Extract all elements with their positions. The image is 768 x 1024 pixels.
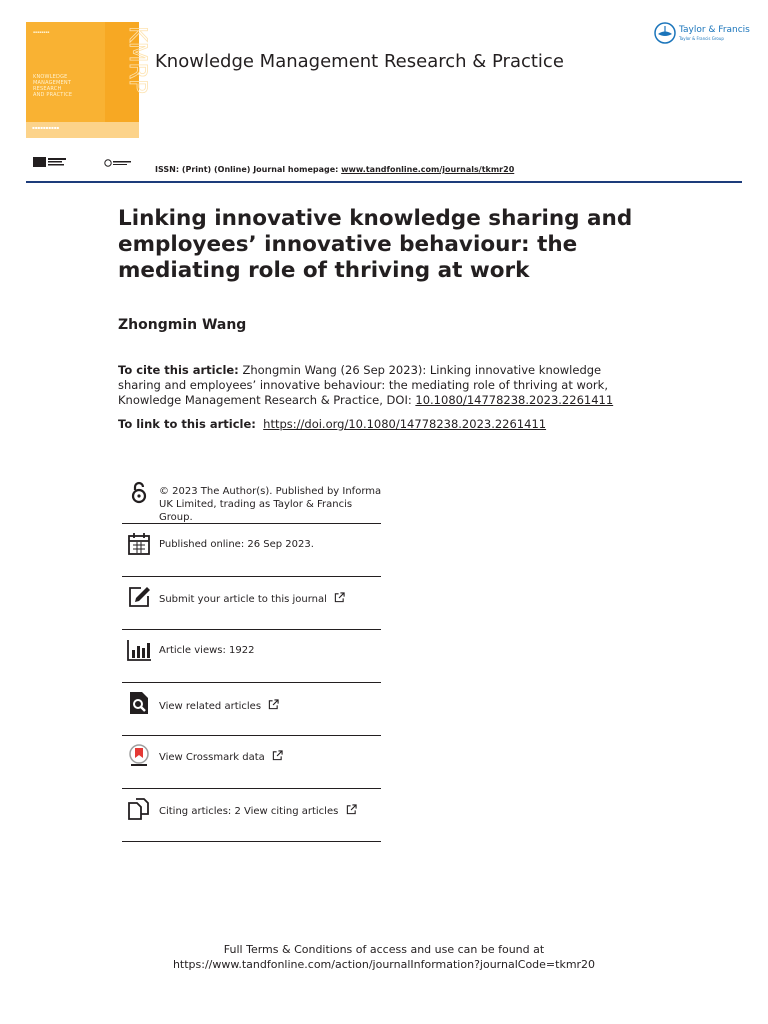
submit-article-row[interactable] bbox=[122, 577, 381, 630]
svg-text:KMRP: KMRP bbox=[124, 26, 152, 94]
journal-title: Knowledge Management Research & Practice bbox=[155, 51, 564, 72]
article-link-line bbox=[118, 417, 546, 431]
terms-line: Full Terms & Conditions of access and use can be found at bbox=[223, 943, 545, 956]
cover-line: MANAGEMENT bbox=[33, 80, 72, 86]
calendar-icon bbox=[127, 532, 151, 556]
open-access-text: © 2023 The Author(s). Published by Informa UK Limited, trading as Taylor & Francis Group. bbox=[159, 486, 382, 523]
cover-title-lines bbox=[33, 74, 72, 98]
article-views-count: Article views: 1922 bbox=[159, 645, 255, 656]
tf-logo-name: Taylor & Francis bbox=[679, 25, 750, 35]
header-divider bbox=[26, 181, 742, 183]
external-link-icon bbox=[268, 699, 279, 710]
bar-chart-icon bbox=[127, 638, 151, 662]
related-articles-row[interactable] bbox=[122, 683, 381, 736]
taylor-francis-logo[interactable] bbox=[654, 22, 750, 46]
copy-documents-icon bbox=[127, 797, 151, 821]
article-author: Zhongmin Wang bbox=[118, 317, 247, 333]
journal-homepage-link[interactable]: www.tandfonline.com/journals/tkmr20 bbox=[341, 165, 515, 174]
crossmark-link[interactable] bbox=[159, 750, 283, 764]
cover-line: KNOWLEDGE bbox=[33, 74, 68, 80]
crossmark-label: View Crossmark data bbox=[159, 752, 265, 763]
article-url-link[interactable]: https://doi.org/10.1080/14778238.2023.2261411 bbox=[263, 417, 547, 431]
article-title: Linking innovative knowledge sharing and employees’ innovative behaviour: the mediating role of thriving at work bbox=[118, 206, 633, 283]
terms-url[interactable]: https://www.tandfonline.com/action/journalInformation?journalCode=tkmr20 bbox=[172, 958, 596, 971]
citing-articles-label: Citing articles: 2 View citing articles bbox=[159, 806, 339, 817]
cover-top-text: ▪▪▪▪▪▪▪▪ bbox=[33, 30, 50, 34]
doi-link[interactable]: 10.1080/14778238.2023.2261411 bbox=[415, 393, 614, 407]
document-search-icon bbox=[127, 691, 151, 715]
cover-line: AND PRACTICE bbox=[33, 92, 73, 98]
tf-logo-subtitle: Taylor & Francis Group bbox=[679, 36, 724, 41]
published-row bbox=[122, 524, 381, 577]
cover-footer: ▪▪▪▪▪▪▪▪▪▪ bbox=[26, 122, 139, 138]
external-link-icon bbox=[272, 750, 283, 761]
related-articles-label: View related articles bbox=[159, 701, 262, 712]
external-link-icon bbox=[346, 804, 357, 815]
external-link-icon bbox=[334, 592, 345, 603]
journal-cover-image bbox=[26, 22, 152, 138]
submit-article-link[interactable] bbox=[159, 592, 345, 606]
partner-logo bbox=[104, 159, 132, 167]
link-label: To link to this article: bbox=[118, 417, 256, 431]
open-access-icon bbox=[127, 481, 151, 505]
article-views-row bbox=[122, 630, 381, 683]
citing-articles-row[interactable] bbox=[122, 789, 381, 842]
crossmark-icon bbox=[127, 744, 151, 768]
citation-block bbox=[118, 363, 638, 408]
related-articles-link[interactable] bbox=[159, 699, 279, 713]
open-access-row bbox=[122, 478, 381, 524]
cite-text: Zhongmin Wang (26 Sep 2023): Linking innovative knowledge sharing and employees’ innovative behaviour: the mediating role of thriving at work, Knowledge Management Research & Practice, DOI: bbox=[118, 363, 608, 407]
published-date: Published online: 26 Sep 2023. bbox=[159, 539, 314, 550]
edit-icon bbox=[127, 585, 151, 609]
article-info-list bbox=[122, 478, 381, 842]
terms-footer bbox=[0, 942, 768, 972]
cover-line: RESEARCH bbox=[33, 86, 62, 92]
submit-article-label: Submit your article to this journal bbox=[159, 594, 327, 605]
issn-line bbox=[155, 165, 514, 174]
cover-kmrp-lettering bbox=[106, 22, 152, 122]
issn-label: ISSN: (Print) (Online) Journal homepage: bbox=[155, 165, 342, 174]
crossmark-row[interactable] bbox=[122, 736, 381, 789]
cite-label: To cite this article: bbox=[118, 363, 239, 377]
citing-articles-link[interactable] bbox=[159, 804, 357, 818]
tf-logo-icon bbox=[654, 22, 676, 44]
society-logo bbox=[33, 156, 67, 168]
